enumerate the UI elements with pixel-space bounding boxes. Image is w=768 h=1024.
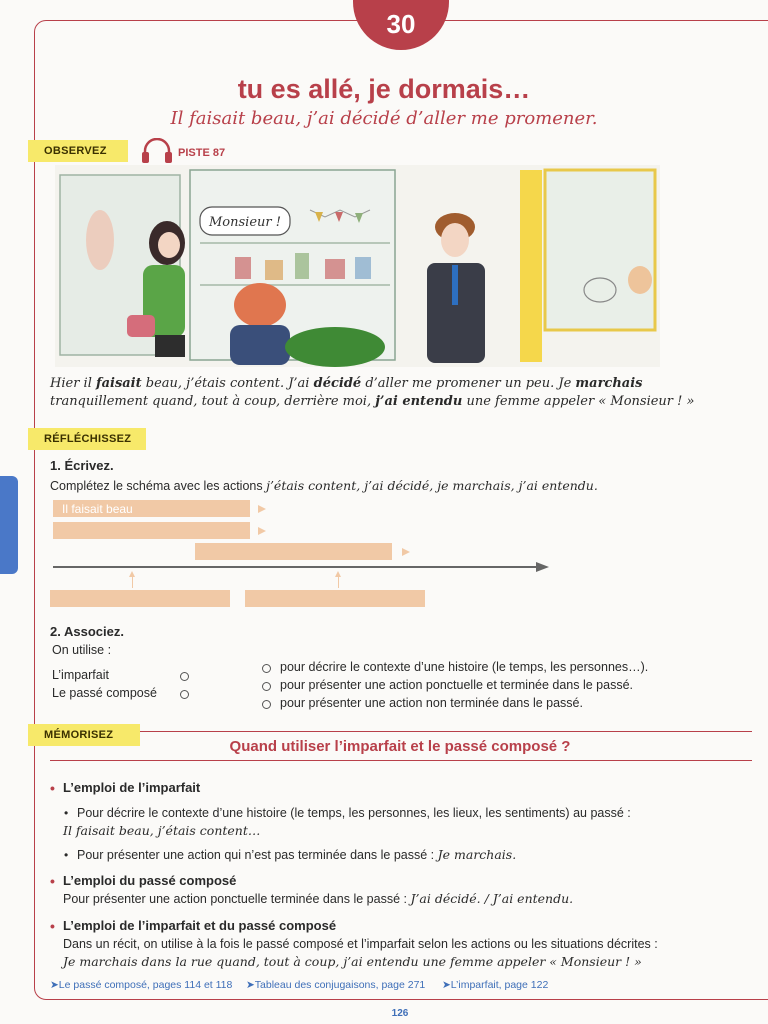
lesson-title: tu es allé, je dormais… bbox=[237, 74, 531, 104]
bar-arrow-icon bbox=[258, 505, 266, 513]
bar-arrow-icon bbox=[402, 548, 410, 556]
match-circle-left[interactable] bbox=[180, 690, 189, 699]
sub-bullet-icon: • bbox=[64, 806, 69, 820]
memorisez-tag: MÉMORISEZ bbox=[28, 724, 140, 746]
rule-combined-title: L’emploi de l’imparfait et du passé composé bbox=[63, 918, 337, 933]
lesson-subtitle: Il faisait beau, j’ai décidé d’aller me promener. bbox=[170, 108, 598, 129]
usage-option: pour décrire le contexte d’une histoire (le temps, les personnes…). bbox=[280, 660, 649, 674]
bullet-icon: • bbox=[50, 918, 55, 934]
event-bar-blank[interactable] bbox=[245, 590, 425, 607]
speech-bubble-text: Monsieur ! bbox=[209, 215, 281, 230]
reflechissez-tag: RÉFLÉCHISSEZ bbox=[28, 428, 146, 450]
timeline-bar-label: Il faisait beau bbox=[62, 502, 133, 516]
rule-passe-compose-text: Pour présenter une action ponctuelle terminée dans le passé : J’ai décidé. / J’ai entendu. bbox=[63, 891, 574, 906]
question-2-intro: On utilise : bbox=[52, 643, 112, 657]
audio-track-label: PISTE 87 bbox=[178, 147, 226, 159]
event-arrow-icon bbox=[338, 576, 339, 588]
rule-imparfait-text-1: Pour décrire le contexte d’une histoire (le temps, les personnes, les lieux, les sentiments) au passé : bbox=[77, 806, 631, 820]
sub-bullet-icon: • bbox=[64, 848, 69, 862]
question-1-instruction: Complétez le schéma avec les actions j’étais content, j’ai décidé, je marchais, j’ai entendu. bbox=[50, 478, 598, 493]
question-2-title: 2. Associez. bbox=[50, 624, 124, 639]
timeline-bar-blank[interactable] bbox=[53, 522, 250, 539]
divider bbox=[140, 731, 752, 732]
bullet-icon: • bbox=[50, 873, 55, 889]
unit-number-tab: 30 bbox=[353, 0, 449, 50]
rule-imparfait-title: L’emploi de l’imparfait bbox=[63, 780, 201, 795]
match-circle-right[interactable] bbox=[262, 682, 271, 691]
event-bar-blank[interactable] bbox=[50, 590, 230, 607]
bullet-icon: • bbox=[50, 780, 55, 796]
usage-option: pour présenter une action non terminée dans le passé. bbox=[280, 696, 583, 710]
page-number: 126 bbox=[391, 1008, 409, 1019]
reference-link[interactable]: ➤Le passé composé, pages 114 et 118 bbox=[50, 979, 233, 991]
timeline-axis bbox=[53, 566, 539, 568]
match-circle-left[interactable] bbox=[180, 672, 189, 681]
rule-imparfait-text-2: Pour présenter une action qui n’est pas terminée dans le passé : Je marchais. bbox=[77, 847, 517, 862]
divider bbox=[50, 760, 752, 761]
tense-passe-compose-label: Le passé composé bbox=[52, 686, 157, 700]
headphones-icon[interactable] bbox=[140, 138, 174, 164]
question-1-title: 1. Écrivez. bbox=[50, 458, 114, 473]
timeline-arrowhead-icon bbox=[536, 562, 549, 572]
usage-option: pour présenter une action ponctuelle et terminée dans le passé. bbox=[280, 678, 634, 692]
shop-scene-illustration bbox=[55, 165, 660, 367]
tense-imparfait-label: L’imparfait bbox=[52, 668, 109, 682]
story-caption: Hier il faisait beau, j’étais content. J’ai décidé d’aller me promener un peu. Je marchais tranquillement quand, tout à coup, derrière moi, j’ai entendu une femme appeler « Monsieur ! » bbox=[50, 376, 695, 409]
event-arrow-icon bbox=[132, 576, 133, 588]
reference-link[interactable]: ➤L’imparfait, page 122 bbox=[442, 979, 549, 991]
bar-arrow-icon bbox=[258, 527, 266, 535]
match-circle-right[interactable] bbox=[262, 664, 271, 673]
match-circle-right[interactable] bbox=[262, 700, 271, 709]
rule-passe-compose-title: L’emploi du passé composé bbox=[63, 873, 237, 888]
rule-imparfait-example-1: Il faisait beau, j’étais content… bbox=[63, 823, 261, 838]
timeline-bar-blank[interactable] bbox=[195, 543, 392, 560]
observez-tag: OBSERVEZ bbox=[28, 140, 128, 162]
chapter-side-tab[interactable] bbox=[0, 476, 18, 574]
reference-link[interactable]: ➤Tableau des conjugaisons, page 271 bbox=[246, 979, 426, 991]
rule-combined-example: Je marchais dans la rue quand, tout à coup, j’ai entendu une femme appeler « Monsieur ! » bbox=[63, 954, 642, 969]
rule-combined-text: Dans un récit, on utilise à la fois le passé composé et l’imparfait selon les actions ou les situations décrites : bbox=[63, 937, 658, 951]
memorisez-heading: Quand utiliser l’imparfait et le passé composé ? bbox=[229, 738, 571, 755]
